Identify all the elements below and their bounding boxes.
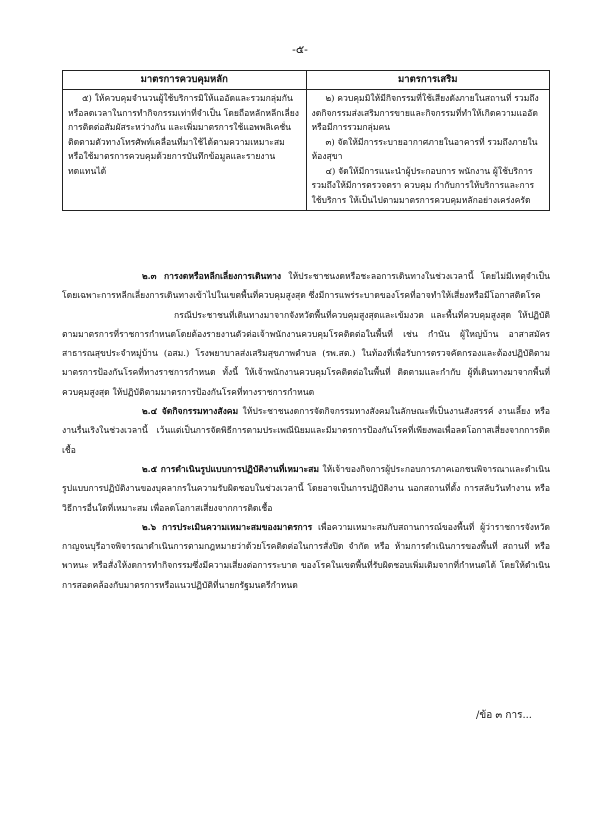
header-supplementary-measures: มาตรการเสริม: [306, 71, 550, 90]
section-text: ให้เจ้าของกิจการผู้ประกอบการภาคเอกชนพิจารณาและดำเนินรูปแบบการปฏิบัติงานของบุคลากรในความรับผิดชอบในช่วงเวลานี้ โดยอาจเป็นการปฏิบัติงาน นอกสถานที่ตั้ง การสลับวันทำงาน หรือวิธีการอื่นใดที่เหมาะสม เพื่อลดโอกาสเสี่ยงจากการติดเชื้อ: [62, 464, 550, 514]
section-text: กรณีประชาชนที่เดินทางมาจากจังหวัดพื้นที่ควบคุมสูงสุดและเข้มงวด และพื้นที่ควบคุมสูงสุด ให้ปฏิบัติตามมาตรการที่ราชการกำหนดโดยต้องรายงานตัวต่อเจ้าพนักงานควบคุมโรคติดต่อในพื้นที่ เช่น กำนัน ผู้ใหญ่บ้าน อาสาสมัคร สาธารณสุขประจำหมู่บ้าน (อสม.) โรงพยาบาลส่งเสริมสุขภาพตำบล (รพ.สต.) ในท้องที่เพื่อรับการตรวจคัดกรองและต้องปฏิบัติตามมาตรการป้องกันโรคที่ทางราชการกำหนด ทั้งนี้ ให้เจ้าพนักงานควบคุมโรคติดต่อในพื้นที่ ติดตามและกำกับ ผู้ที่เดินทางมาจากพื้นที่ควบคุมสูงสุด ให้ปฏิบัติตามมาตรการป้องกันโรคที่ทางราชการกำหนด: [62, 310, 550, 398]
section-heading: ๒.๓ การงดหรือหลีกเลี่ยงการเดินทาง: [142, 272, 282, 282]
section-text: ให้ประชาชนงดการจัดกิจกรรมทางสังคมในลักษณะที่เป็นงานสังสรรค์ งานเลี้ยง หรืองานรื่นเริงในช่วงเวลานี้ เว้นแต่เป็นการจัดพิธีการตามประเพณีนิยมและมีมาตรการป้องกันโรคที่เพียงพอเพื่อลดโอกาสเสี่ยงจากการติดเชื้อ: [62, 407, 550, 456]
main-measure-cell: [63, 90, 307, 211]
main-measure-item: ๕) ให้ควบคุมจำนวนผู้ใช้บริการมิให้แออัดและรวมกลุ่มกัน หรือลดเวลาในการทำกิจกรรมเท่าที่จำเป็น โดยถือหลักหลีกเลี่ยงการติดต่อสัมผัสระหว่างกัน และเพิ่มมาตรการใช้แอพพลิเคชั่นติดตามตัวทางโทรศัพท์เคลื่อนที่มาใช้ได้ตามความเหมาะสม หรือใช้มาตรการควบคุมด้วยการบันทึกข้อมูลและรายงานทดแทนได้: [68, 94, 299, 177]
section-paragraph: [62, 307, 550, 403]
section-heading: ๒.๔ จัดกิจกรรมทางสังคม: [142, 407, 239, 418]
page-number: -๕-: [292, 43, 308, 56]
table-header-row: [63, 71, 550, 90]
body-text: [62, 268, 550, 596]
supplementary-measure-cell: [306, 90, 550, 211]
supplementary-item: ๓) จัดให้มีการระบายอากาศภายในอาคารที่ รวมถึงภายในห้องสุขา: [311, 137, 538, 162]
section-heading: ๒.๕ การดำเนินรูปแบบการปฏิบัติงานที่เหมาะสม: [142, 464, 320, 475]
section-paragraph: [62, 268, 550, 307]
continuation-marker: /ข้อ ๓ การ...: [476, 710, 532, 721]
supplementary-item: ๔) จัดให้มีการแนะนำผู้ประกอบการ พนักงาน ผู้ใช้บริการ รวมถึงให้มีการตรวจตรา ควบคุม กำกับการให้บริการและการใช้บริการ ให้เป็นไปตามมาตรการควบคุมหลักอย่างเคร่งครัด: [311, 166, 535, 206]
header-main-measures: มาตรการควบคุมหลัก: [63, 71, 307, 90]
section-paragraph: [62, 461, 550, 519]
section-paragraph: [62, 519, 550, 596]
section-text: เพื่อความเหมาะสมกับสถานการณ์ของพื้นที่ ผู้ว่าราชการจังหวัดกาญจนบุรีอาจพิจารณาดำเนินการตามกฎหมายว่าด้วยโรคติดต่อในการสั่งปิด จำกัด หรือ ห้ามการดำเนินการของพื้นที่ สถานที่ หรือพาหนะ หรือสั่งให้งดการทำกิจกรรมซึ่งมีความเสี่ยงต่อการระบาด ของโรคในเขตพื้นที่รับผิดชอบเพิ่มเติมจากที่กำหนดได้ โดยให้ดำเนินการสอดคล้องกับมาตรการหรือแนวปฏิบัติที่นายกรัฐมนตรีกำหนด: [62, 522, 550, 591]
section-paragraph: [62, 403, 550, 461]
section-heading: ๒.๖ การประเมินความเหมาะสมของมาตรการ: [142, 522, 313, 533]
measures-table: [62, 70, 550, 211]
section-text: ให้ประชาชนงดหรือชะลอการเดินทางในช่วงเวลานี้ โดยไม่มีเหตุจำเป็น โดยเฉพาะการหลีกเลี่ยงการเดินทางเข้าไปในเขตพื้นที่ควบคุมสูงสุด ซึ่งมีการแพร่ระบาดของโรคที่อาจทำให้เสี่ยงหรือมีโอกาสติดโรค: [62, 272, 550, 302]
table-row: [63, 90, 550, 211]
supplementary-item: ๒) ควบคุมมิให้มีกิจกรรมที่ใช้เสียงดังภายในสถานที่ รวมถึงงดกิจกรรมส่งเสริมการขายและกิจกรรมที่ทำให้เกิดความแออัด หรือมีการรวมกลุ่มคน: [311, 94, 539, 133]
